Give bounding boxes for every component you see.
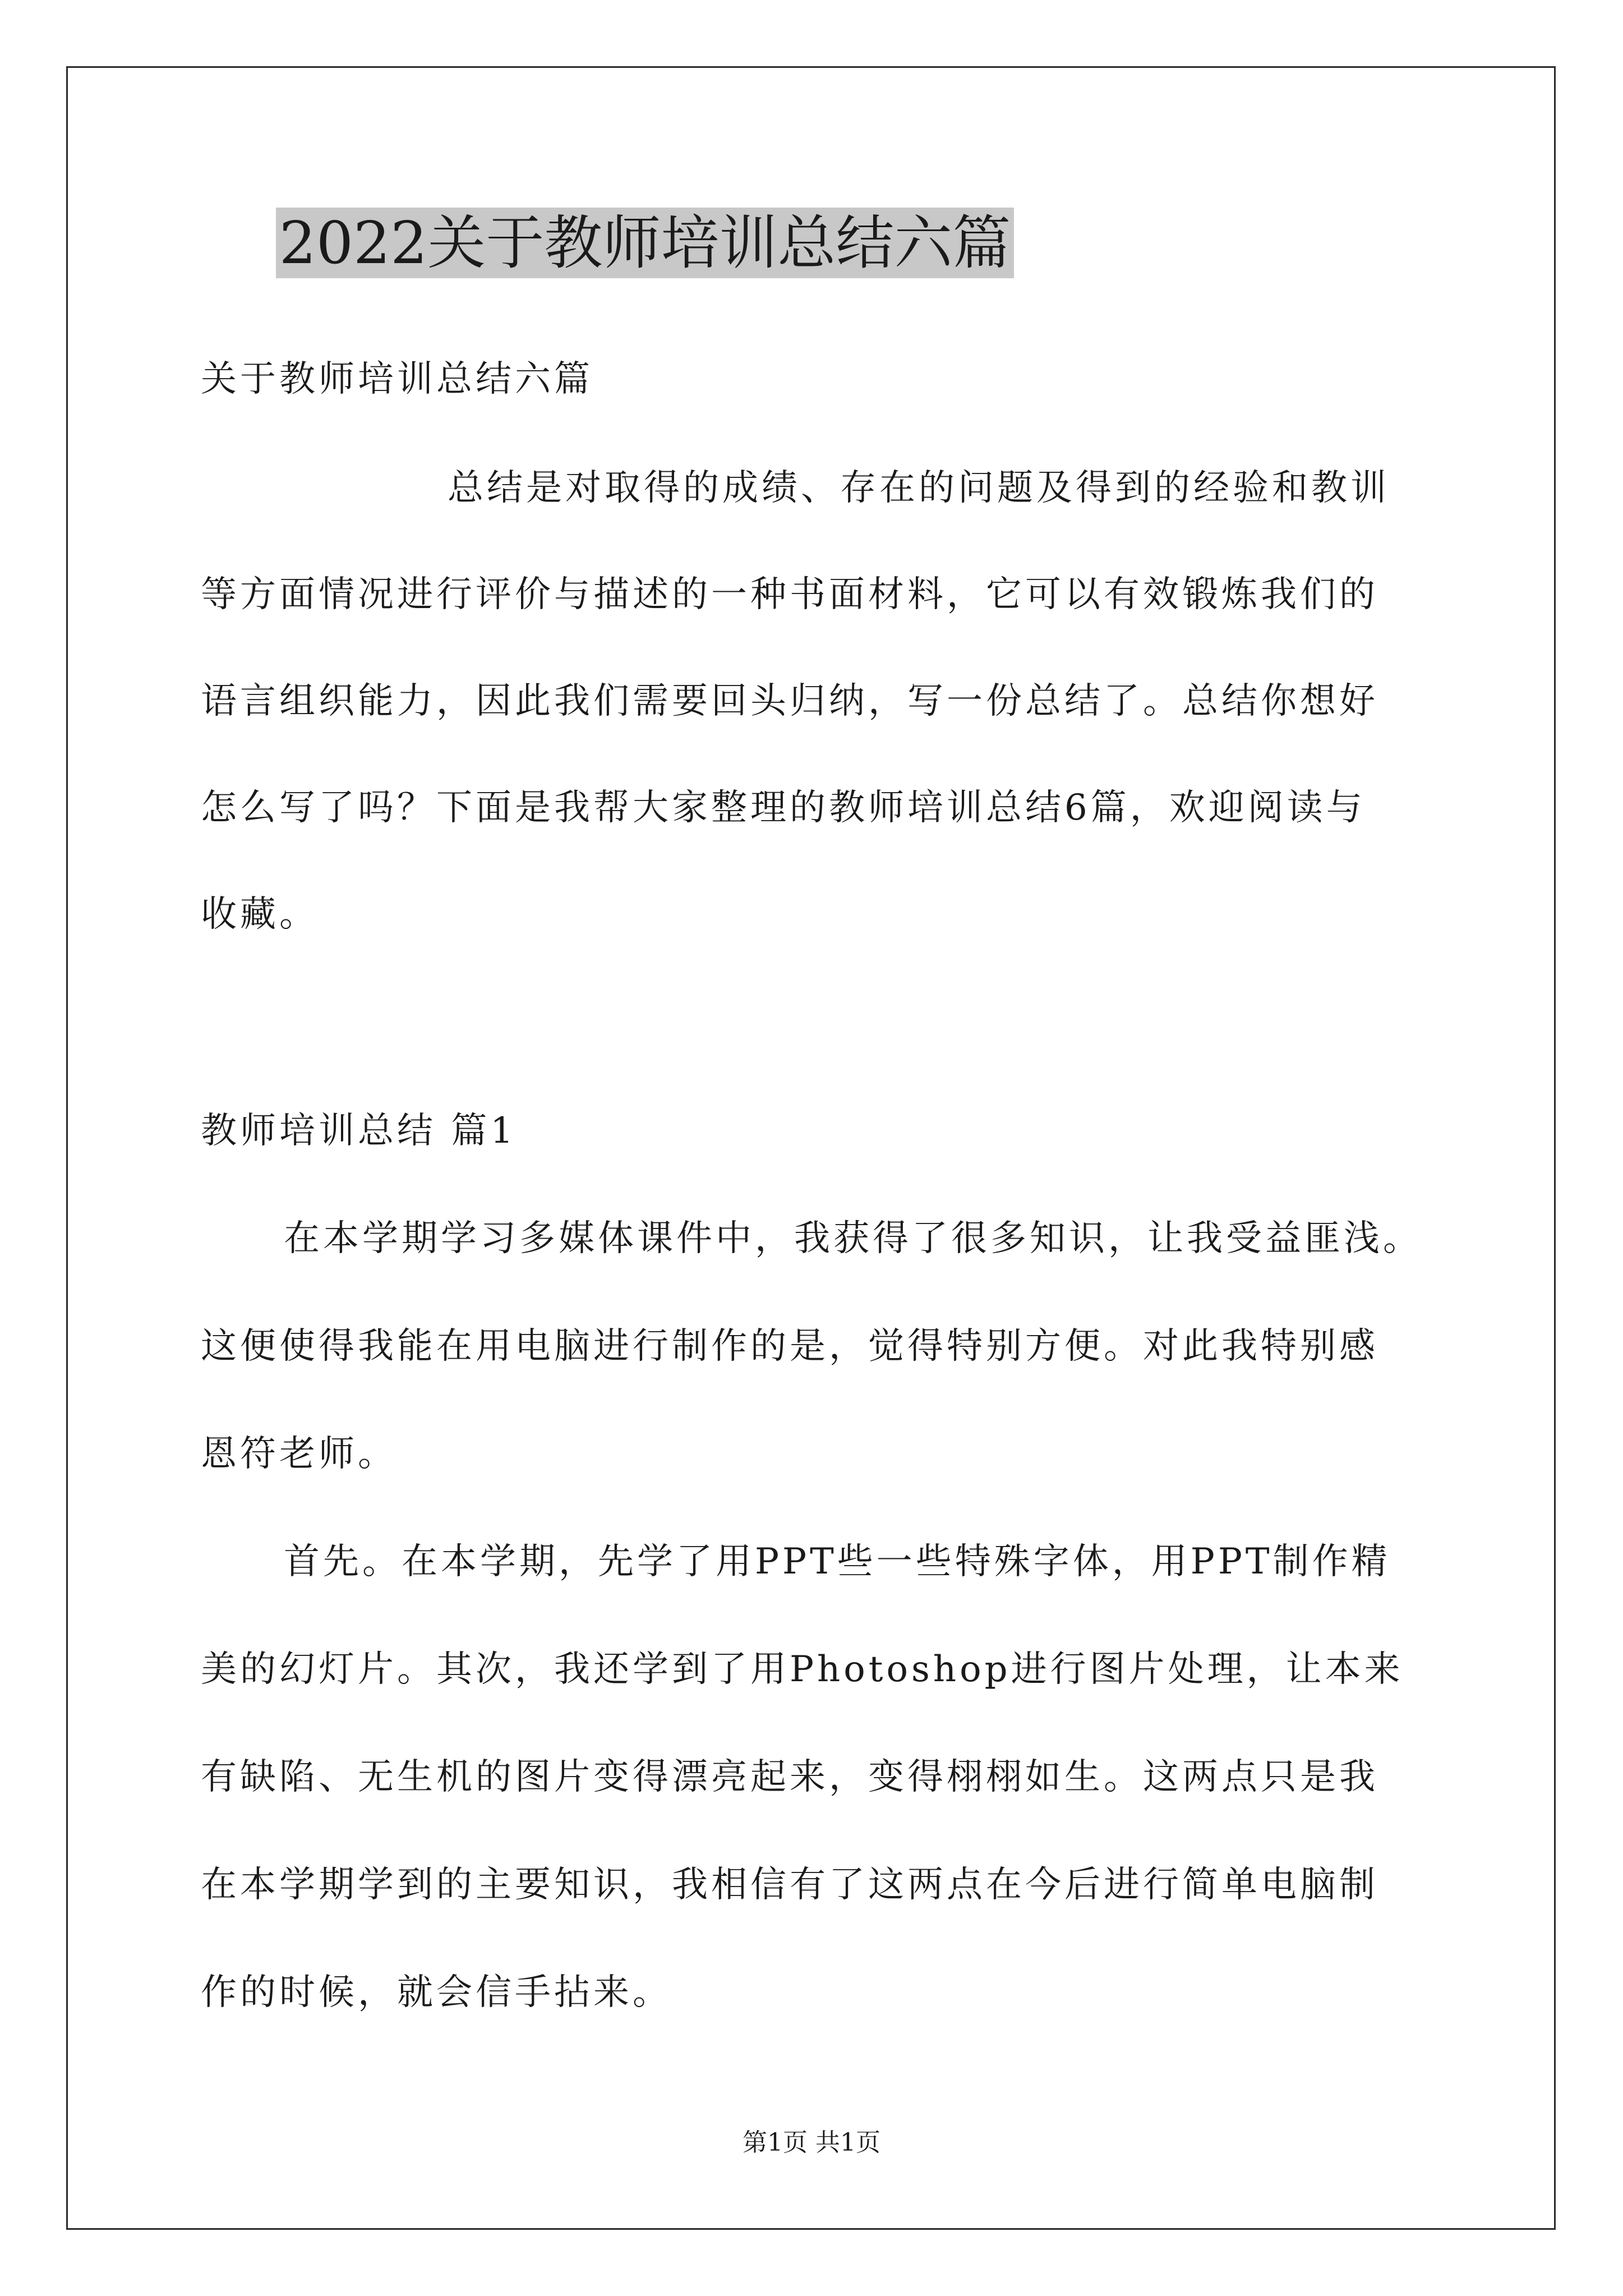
section-heading: 教师培训总结 篇1 [201, 1110, 517, 1152]
section-line-3: 恩符老师。 [201, 1433, 397, 1475]
section-line-8: 作的时候，就会信手拈来。 [201, 1972, 672, 2013]
document-title-text: 2022关于教师培训总结六篇 [276, 208, 1015, 278]
intro-line-3: 语言组织能力，因此我们需要回头归纳，写一份总结了。总结你想好 [201, 680, 1378, 722]
section-line-5: 美的幻灯片。其次，我还学到了用Photoshop进行图片处理，让本来 [201, 1649, 1404, 1690]
page-footer: 第1页 共1页 [743, 2128, 880, 2157]
document-title [0, 206, 1290, 279]
section-line-1: 在本学期学习多媒体课件中，我获得了很多知识，让我受益匪浅。 [284, 1218, 1422, 1259]
subtitle: 关于教师培训总结六篇 [201, 358, 593, 400]
intro-line-1: 总结是对取得的成绩、存在的问题及得到的经验和教训 [448, 467, 1390, 509]
intro-line-4: 怎么写了吗？下面是我帮大家整理的教师培训总结6篇，欢迎阅读与 [201, 787, 1366, 829]
section-line-4: 首先。在本学期，先学了用PPT些一些特殊字体，用PPT制作精 [284, 1541, 1391, 1582]
section-line-7: 在本学期学到的主要知识，我相信有了这两点在今后进行简单电脑制 [201, 1864, 1378, 1906]
section-line-6: 有缺陷、无生机的图片变得漂亮起来，变得栩栩如生。这两点只是我 [201, 1756, 1378, 1798]
intro-line-2: 等方面情况进行评价与描述的一种书面材料，它可以有效锻炼我们的 [201, 574, 1378, 615]
section-line-2: 这便使得我能在用电脑进行制作的是，觉得特别方便。对此我特别感 [201, 1326, 1378, 1367]
intro-line-5: 收藏。 [201, 894, 319, 935]
